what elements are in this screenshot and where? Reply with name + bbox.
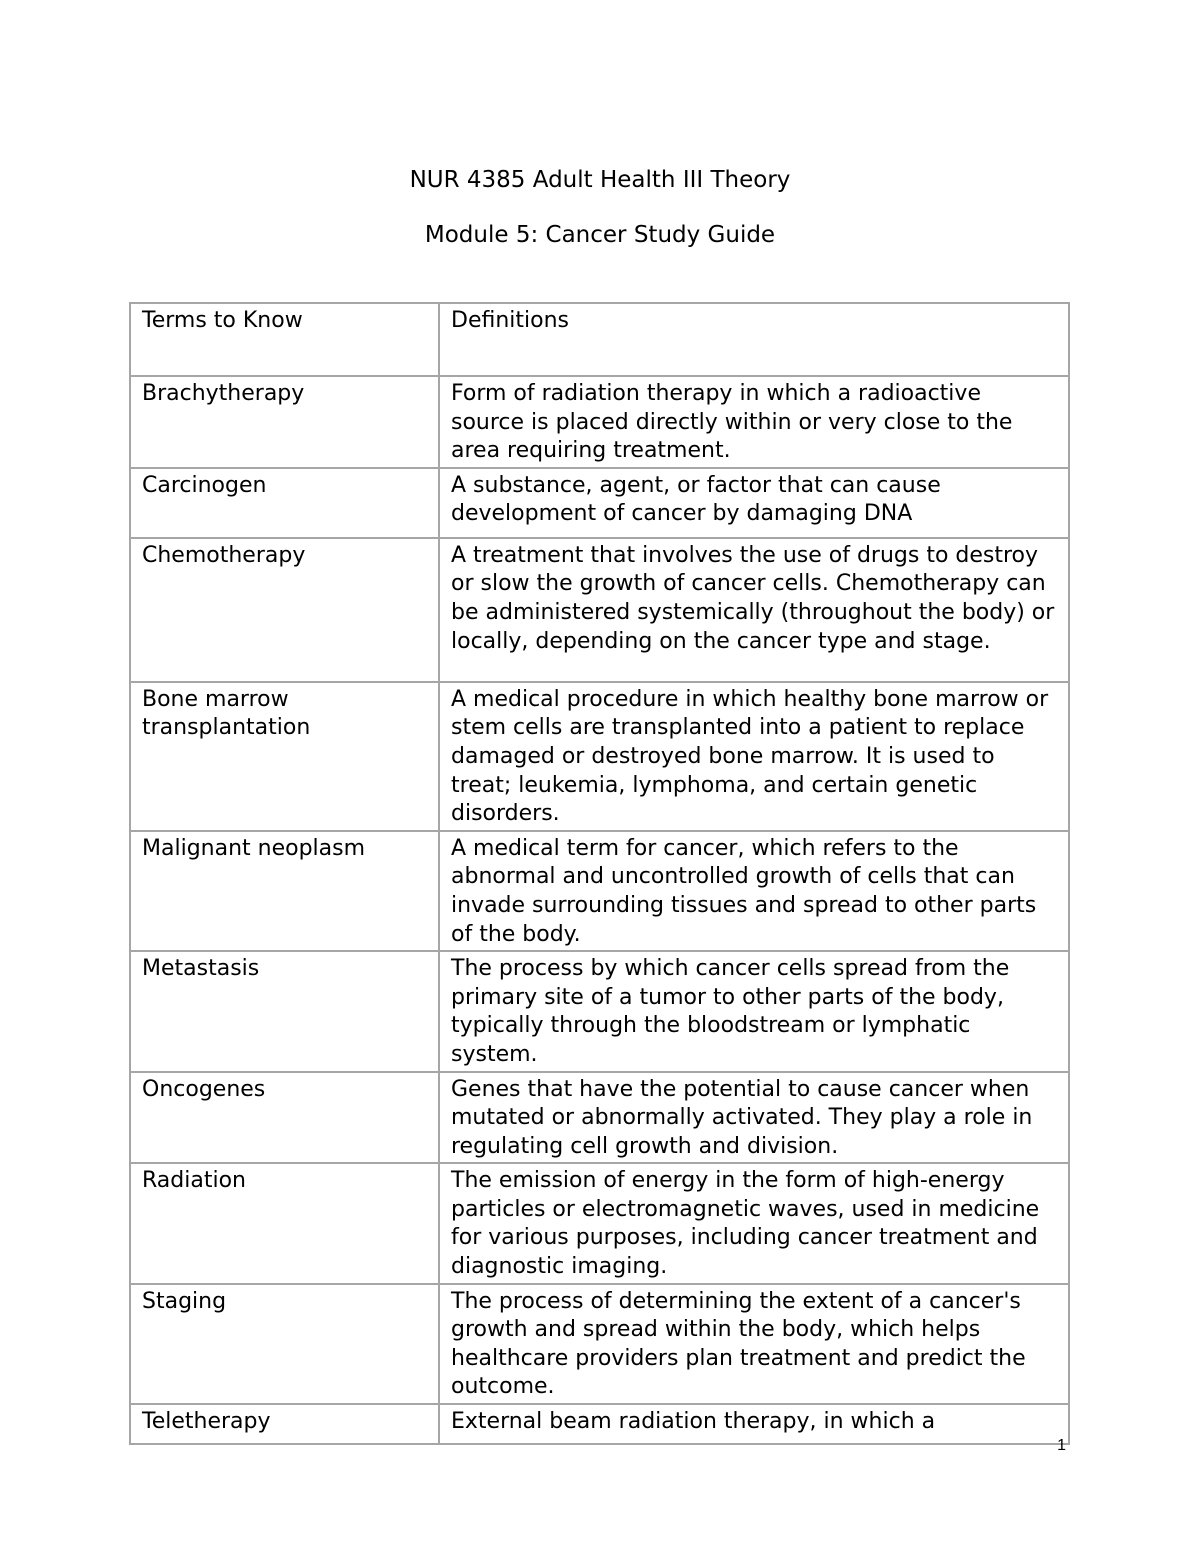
term-cell: Metastasis (130, 951, 439, 1071)
page-number: 1 (1057, 1437, 1066, 1454)
document-subtitle: Module 5: Cancer Study Guide (424, 222, 776, 248)
definition-cell: A medical procedure in which healthy bone marrow or stem cells are transplanted into a patient to replace damaged or destroyed bone marrow. It is used to treat; leukemia, lymphoma, and certain genetic disorders. (439, 682, 1069, 831)
definition-cell: The process of determining the extent of a cancer's growth and spread within the body, which helps healthcare providers plan treatment and predict the outcome. (439, 1284, 1069, 1404)
definition-cell: A substance, agent, or factor that can cause development of cancer by damaging DNA (439, 468, 1069, 538)
definition-cell: External beam radiation therapy, in which a (439, 1404, 1069, 1444)
term-cell: Bone marrow transplantation (130, 682, 439, 831)
table-row (130, 1404, 1069, 1444)
definition-cell: The process by which cancer cells spread from the primary site of a tumor to other parts of the body, typically through the bloodstream or lymphatic system. (439, 951, 1069, 1071)
term-cell: Brachytherapy (130, 376, 439, 468)
header-terms-to-know: Terms to Know (130, 303, 439, 376)
term-cell: Oncogenes (130, 1072, 439, 1164)
term-cell: Chemotherapy (130, 538, 439, 682)
table-row (130, 1072, 1069, 1164)
definition-cell: A medical term for cancer, which refers to the abnormal and uncontrolled growth of cells that can invade surrounding tissues and spread to other parts of the body. (439, 831, 1069, 951)
definition-cell: A treatment that involves the use of drugs to destroy or slow the growth of cancer cells. Chemotherapy can be administered systemically (throughout the body) or locally, depending on the cancer type and stage. (439, 538, 1069, 682)
definition-cell: Form of radiation therapy in which a radioactive source is placed directly within or very close to the area requiring treatment. (439, 376, 1069, 468)
table-row (130, 376, 1069, 468)
definition-cell: The emission of energy in the form of high-energy particles or electromagnetic waves, used in medicine for various purposes, including cancer treatment and diagnostic imaging. (439, 1163, 1069, 1283)
term-cell: Teletherapy (130, 1404, 439, 1444)
header-definitions: Definitions (439, 303, 1069, 376)
table-row (130, 682, 1069, 831)
term-cell: Carcinogen (130, 468, 439, 538)
table-row (130, 831, 1069, 951)
term-cell: Staging (130, 1284, 439, 1404)
term-cell: Malignant neoplasm (130, 831, 439, 951)
document-title: NUR 4385 Adult Health III Theory (409, 167, 791, 193)
table-row (130, 1163, 1069, 1283)
table-row (130, 1284, 1069, 1404)
definition-cell: Genes that have the potential to cause cancer when mutated or abnormally activated. They play a role in regulating cell growth and division. (439, 1072, 1069, 1164)
term-cell: Radiation (130, 1163, 439, 1283)
table-row (130, 951, 1069, 1071)
table-row (130, 468, 1069, 538)
terms-table (129, 302, 1070, 1445)
table-header-row (130, 303, 1069, 376)
table-row (130, 538, 1069, 682)
